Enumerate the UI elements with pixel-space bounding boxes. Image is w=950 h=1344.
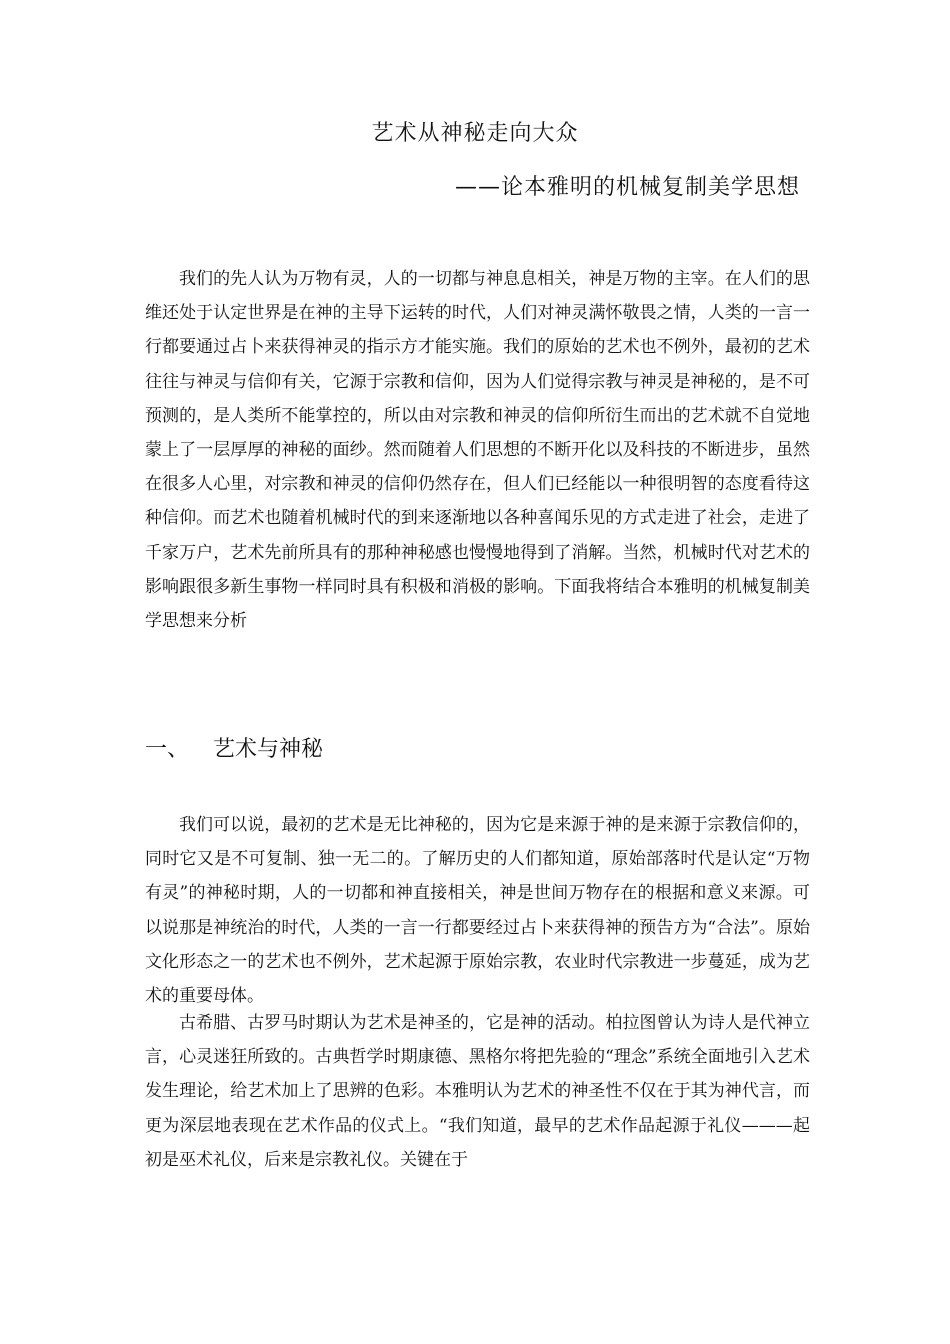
section-title: 艺术与神秘 (213, 737, 324, 762)
document-subtitle: ——论本雅明的机械复制美学思想 (454, 175, 800, 200)
document-title: 艺术从神秘走向大众 (371, 121, 579, 146)
section-paragraph-2: 古希腊、古罗马时期认为艺术是神圣的，它是神的活动。柏拉图曾认为诗人是代神立言，心灵迷狂所致的。古典哲学时期康德、黑格尔将把先验的“理念”系统全面地引入艺术发生理论，给艺术加上了思辨的色彩。本雅明认为艺术的神圣性不仅在于其为神代言，而更为深层地表现在艺术作品的仪式上。“我们知道，最早的艺术作品起源于礼仪———起初是巫术礼仪，后来是宗教礼仪。关键在于 (145, 1013, 810, 1170)
section-number: 一、 (145, 737, 190, 762)
section-heading (145, 732, 323, 763)
intro-paragraph: 我们的先人认为万物有灵，人的一切都与神息息相关，神是万物的主宰。在人们的思维还处于认定世界是在神的主导下运转的时代，人们对神灵满怀敬畏之情，人类的一言一行都要通过占卜来获得神灵的指示方才能实施。我们的原始的艺术也不例外，最初的艺术往往与神灵与信仰有关，它源于宗教和信仰，因为人们觉得宗教与神灵是神秘的，是不可预测的，是人类所不能掌控的，所以由对宗教和神灵的信仰所衍生而出的艺术就不自觉地蒙上了一层厚厚的神秘的面纱。然而随着人们思想的不断开化以及科技的不断进步，虽然在很多人心里，对宗教和神灵的信仰仍然存在，但人们已经能以一种很明智的态度看待这种信仰。而艺术也随着机械时代的到来逐渐地以各种喜闻乐见的方式走进了社会，走进了千家万户，艺术先前所具有的那种神秘感也慢慢地得到了消解。当然，机械时代对艺术的影响跟很多新生事物一样同时具有积极和消极的影响。下面我将结合本雅明的机械复制美学思想来分析 (145, 269, 810, 632)
section-paragraph-1: 我们可以说，最初的艺术是无比神秘的，因为它是来源于神的是来源于宗教信仰的，同时它又是不可复制、独一无二的。了解历史的人们都知道，原始部落时代是认定“万物有灵”的神秘时期，人的一切都和神直接相关，神是世间万物存在的根据和意义来源。可以说那是神统治的时代，人类的一言一行都要经过占卜来获得神的预告方为“合法”。原始文化形态之一的艺术也不例外，艺术起源于原始宗教，农业时代宗教进一步蔓延，成为艺术的重要母体。 (145, 815, 810, 1007)
